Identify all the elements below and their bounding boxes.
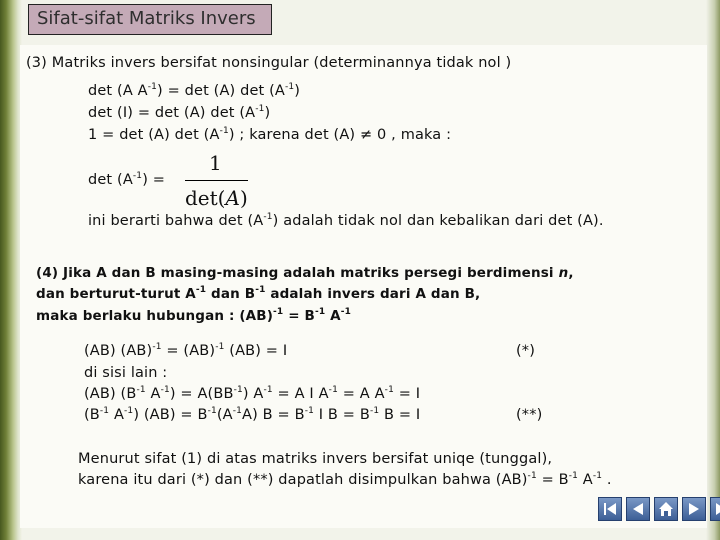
sec4-line1: (4) Jika A dan B masing-masing adalah matriks persegi berdimensi n, <box>36 265 574 281</box>
fraction-numerator: 1 <box>209 151 222 175</box>
proof-line2: di sisi lain : <box>84 365 168 381</box>
proof-mark-1: (*) <box>516 343 536 359</box>
proof-line3: (AB) ($B^{-1}$ $A^{-1}) = A(BB^{-1})$ $A^{-1} = A$ I $A^{-1} = A$ $A^{-1} = I$ <box>84 385 421 402</box>
sec4-line3: maka berlaku hubungan : $(AB)^{-1} = B^{-1}$ $A^{-1}$ <box>36 307 352 324</box>
sec3-conclusion: ini berarti bahwa $\det (A^{-1})$ adalah tidak nol dan kebalikan dari det (A). <box>88 212 604 229</box>
prev-slide-button[interactable] <box>626 497 650 521</box>
home-button[interactable] <box>654 497 678 521</box>
slide-title: Sifat-sifat Matriks Invers <box>37 8 256 29</box>
sec3-line3: 1 = det (A) $\det (A^{-1})$ ; karena det (A) ≠ 0 , maka : <box>88 126 452 143</box>
fraction-denominator: det(A) <box>185 186 248 210</box>
right-edge-decoration <box>706 0 720 540</box>
fraction-bar <box>185 180 248 181</box>
sec3-line1: det (A $A^{-1}) = \det (A)$ $\det (A^{-1})$ <box>88 82 301 99</box>
next-slide-button[interactable] <box>682 497 706 521</box>
section3-heading: (3) Matriks invers bersifat nonsingular (determinannya tidak nol ) <box>26 55 512 71</box>
first-slide-button[interactable] <box>598 497 622 521</box>
last-icon <box>714 501 720 517</box>
home-icon <box>658 501 674 517</box>
proof-line4: ($B^{-1}$ $A^{-1}$) $(AB) = B^{-1}(A^{-1}A) B = B^{-1}$ I $B = B^{-1}$ B = I <box>84 406 421 423</box>
final-line2: karena itu dari (*) dan (**) dapatlah disimpulkan bahwa $(AB)^{-1} = B^{-1}$ $A^{-1}$ . <box>78 471 612 488</box>
sec4-line2: dan berturut-turut $A^{-1}$ dan $B^{-1}$ adalah invers dari A dan B, <box>36 285 481 302</box>
final-line1: Menurut sifat (1) di atas matriks invers bersifat uniqe (tunggal), <box>78 451 553 467</box>
proof-line1: (AB) (AB)$^{-1}$ = (AB)$^{-1}$ (AB) = I <box>84 342 288 359</box>
next-icon <box>686 501 702 517</box>
slide-title-box <box>28 4 272 35</box>
last-slide-button[interactable] <box>710 497 720 521</box>
first-icon <box>602 501 618 517</box>
prev-icon <box>630 501 646 517</box>
sec3-det-inverse: $\det (A^{-1})$ = <box>88 171 166 188</box>
sec3-line2: det (I) = det (A) $\det (A^{-1})$ <box>88 104 271 121</box>
proof-mark-2: (**) <box>516 407 543 423</box>
